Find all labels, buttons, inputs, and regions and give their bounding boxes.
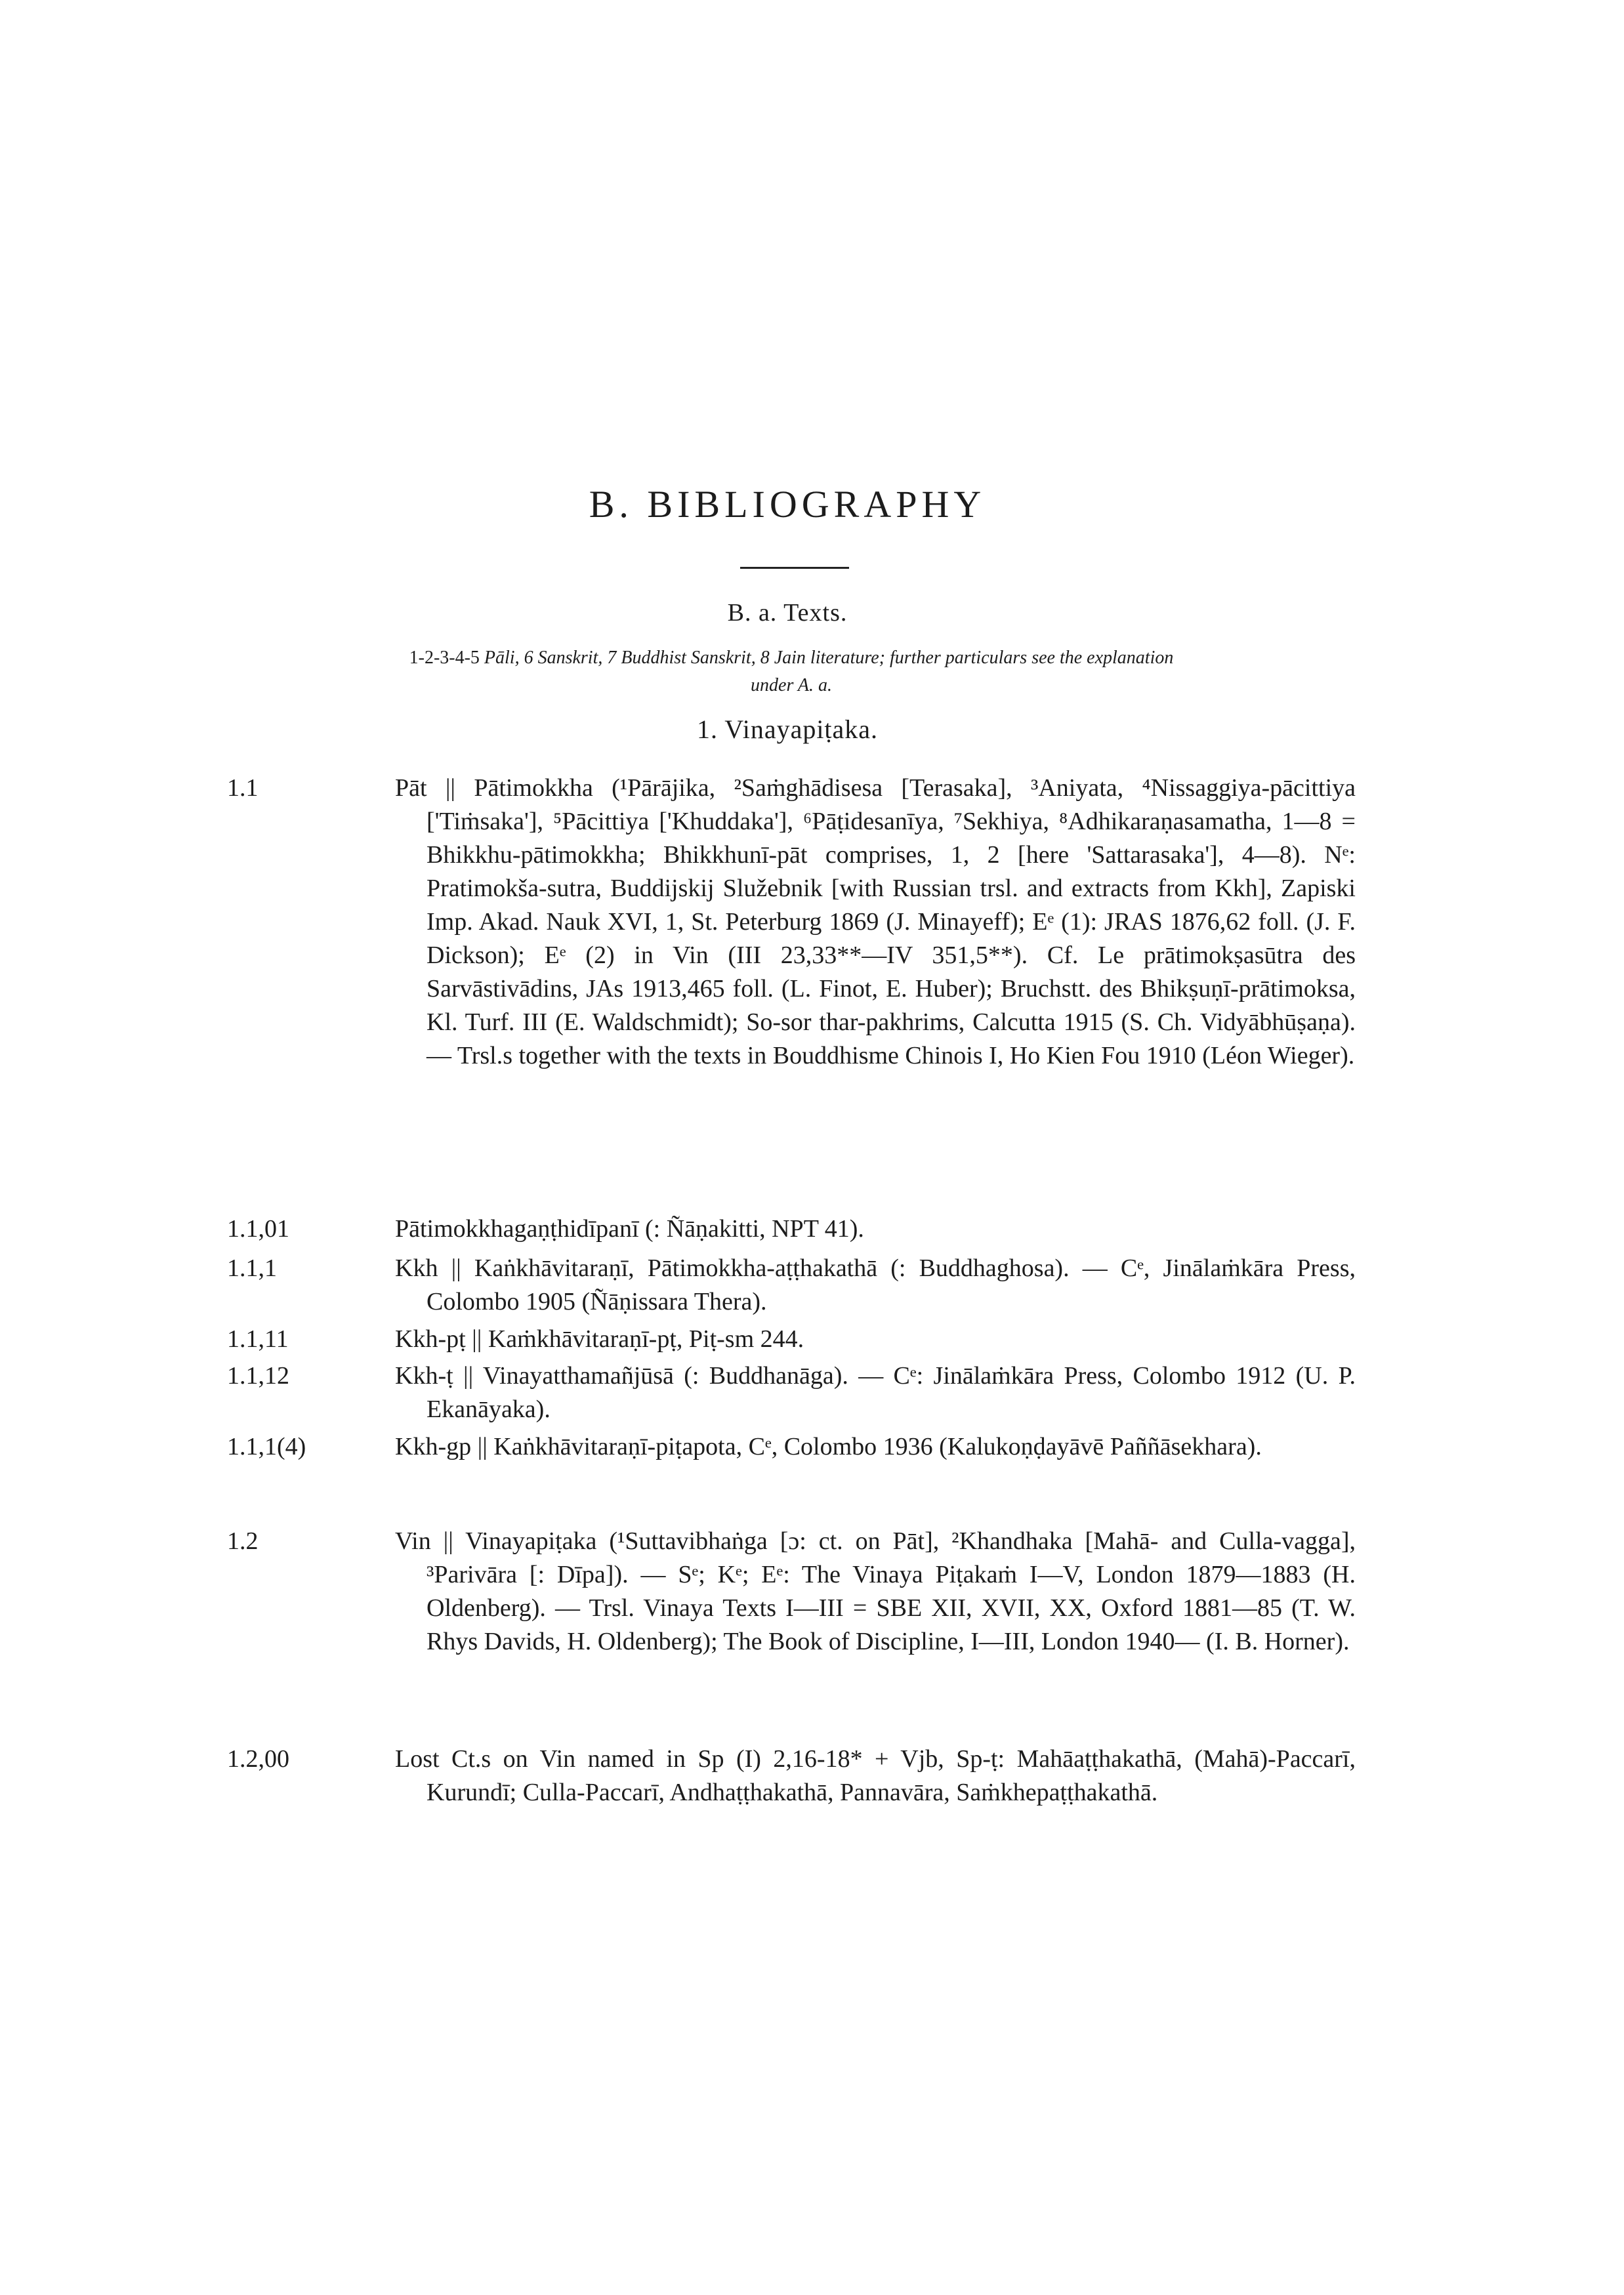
entry-code: 1.1,11 <box>227 1325 289 1353</box>
entry-text: Pāt || Pātimokkha (¹Pārājika, ²Saṁghādisesa [Terasaka], ³Aniyata, ⁴Nissaggiya-pācittiya ['Tiṁsaka'], ⁵Pācittiya ['Khuddaka'], ⁶Pāṭidesanīya, ⁷Sekhiya, ⁸Adhikaraṇasamatha, 1—8 = Bhikkhu-pātimokkha; Bhikkhunī-pāt comprises, 1, 2 [here 'Sattarasaka'], 4—8). Nᵉ: Pratimokša-sutra, Buddijskij Služebnik [with Russian trsl. and extracts from Kkh], Zapiski Imp. Akad. Nauk XVI, 1, St. Peterburg 1869 (J. Minayeff); Eᵉ (1): JRAS 1876,62 foll. (J. F. Dickson); Eᵉ (2) in Vin (III 23,33**—IV 351,5**). Cf. Le prātimokṣasūtra des Sarvāstivādins, JAs 1913,465 foll. (L. Finot, E. Huber); Bruchstt. des Bhikṣuṇī-prātimoksa, Kl. Turf. III (E. Waldschmidt); So-sor thar-pakhrims, Calcutta 1915 (S. Ch. Vidyābhūṣaṇa). — Trsl.s together with the texts in Bouddhisme Chinois I, Ho Kien Fou 1910 (Léon Wieger). <box>395 774 1356 1069</box>
bibliography-entry <box>227 772 1356 1073</box>
explanatory-note <box>214 644 1369 699</box>
entry-code: 1.2 <box>227 1527 259 1555</box>
note-prefix: 1-2-3-4-5 <box>409 648 480 668</box>
subsection-heading: 1. Vinayapiṭaka. <box>696 714 879 744</box>
note-text-line-2: under A. a. <box>751 675 832 695</box>
entry-code: 1.1,12 <box>227 1362 289 1390</box>
entry-code: 1.1,01 <box>227 1215 289 1243</box>
note-text-line-1: Pāli, 6 Sanskrit, 7 Buddhist Sanskrit, 8 Jain literature; further particulars see the explanation <box>479 648 1174 668</box>
bibliography-entry <box>227 1743 1356 1809</box>
entry-text: Kkh-pṭ || Kaṁkhāvitaraṇī-pṭ, Piṭ-sm 244. <box>395 1325 804 1353</box>
entry-text: Kkh-gp || Kaṅkhāvitaraṇī-piṭapota, Cᵉ, Colombo 1936 (Kalukoṇḍayāvē Paññāsekhara). <box>395 1433 1262 1460</box>
bibliography-entry <box>227 1525 1356 1659</box>
entry-code: 1.1,1 <box>227 1254 277 1282</box>
entry-code: 1.2,00 <box>227 1745 289 1773</box>
page-title: B. BIBLIOGRAPHY <box>589 483 986 526</box>
entry-code: 1.1,1(4) <box>227 1433 306 1460</box>
bibliography-entry <box>227 1252 1356 1319</box>
entry-text: Vin || Vinayapiṭaka (¹Suttavibhaṅga [ɔ: ct. on Pāt], ²Khandhaka [Mahā- and Culla-vagga], ³Parivāra [: Dīpa]). — Sᵉ; Kᵉ; Eᵉ: The Vinaya Piṭakaṁ I—V, London 1879—1883 (H. Oldenberg). — Trsl. Vinaya Texts I—III = SBE XII, XVII, XX, Oxford 1881—85 (T. W. Rhys Davids, H. Oldenberg); The Book of Discipline, I—III, London 1940— (I. B. Horner). <box>395 1527 1356 1655</box>
entry-text: Kkh-ṭ || Vinayatthamañjūsā (: Buddhanāga). — Cᵉ: Jinālaṁkāra Press, Colombo 1912 (U. P. Ekanāyaka). <box>395 1362 1356 1423</box>
entry-code: 1.1 <box>227 774 259 802</box>
section-heading: B. a. Texts. <box>727 599 848 627</box>
entry-text: Kkh || Kaṅkhāvitaraṇī, Pātimokkha-aṭṭhakathā (: Buddhaghosa). — Cᵉ, Jinālaṁkāra Press, Colombo 1905 (Ñāṇissara Thera). <box>395 1254 1356 1315</box>
bibliography-entry <box>227 1430 1356 1464</box>
bibliography-entry <box>227 1359 1356 1426</box>
bibliography-entry <box>227 1323 1356 1356</box>
bibliography-entry <box>227 1212 1356 1246</box>
title-rule <box>740 567 849 569</box>
entry-text: Pātimokkhagaṇṭhidīpanī (: Ñāṇakitti, NPT 41). <box>395 1215 864 1243</box>
entry-text: Lost Ct.s on Vin named in Sp (I) 2,16-18* + Vjb, Sp-ṭ: Mahāaṭṭhakathā, (Mahā)-Paccarī, Kurundī; Culla-Paccarī, Andhaṭṭhakathā, Pannavāra, Saṁkhepaṭṭhakathā. <box>395 1745 1356 1806</box>
